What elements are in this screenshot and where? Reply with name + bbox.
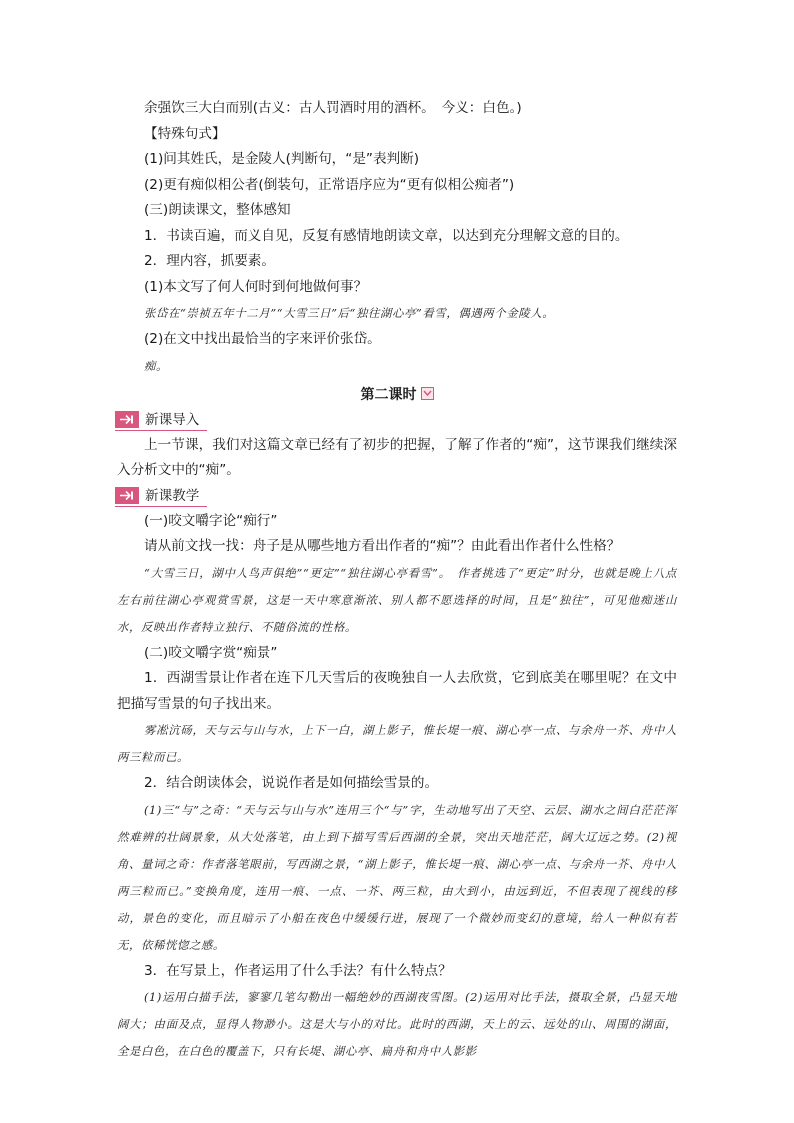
arrow-right-icon — [115, 487, 139, 504]
paragraph: 上一节课，我们对这篇文章已经有了初步的把握，了解了作者的“痴”，这节课我们继续深入分析文中的“痴”。 — [117, 436, 677, 478]
text-line: (1)本文写了何人何时到何地做何事？ — [144, 278, 368, 295]
text-line: 【特殊句式】 — [144, 125, 226, 142]
answer-text: 雾凇沆砀，天与云与山与水，上下一白，湖上影子，惟长堤一痕、湖心亭一点、与余舟一芥、舟中人两三粒而已。 — [117, 723, 677, 764]
text-line: 1．书读百遍，而义自见，反复有感情地朗读文章，以达到充分理解文意的目的。 — [144, 227, 629, 244]
answer-text: 张岱在“崇祯五年十二月”“大雪三日”后“独往湖心亭”看雪，偶遇两个金陵人。 — [144, 306, 555, 320]
text-line: 2．理内容，抓要素。 — [144, 253, 275, 269]
section-header-teaching — [115, 485, 677, 507]
text-line: (2)在文中找出最恰当的字来评价张岱。 — [144, 331, 381, 347]
question-text: 请从前文找一找：舟子是从哪些地方看出作者的“痴”？由此看出作者什么性格？ — [144, 538, 621, 554]
text-line: (2)更有痴似相公者(倒装句，正常语序应为“更有似相公痴者”) — [144, 176, 515, 193]
question-text: 1．西湖雪景让作者在连下几天雪后的夜晚独自一人去欣赏，它到底美在哪里呢？在文中把描写雪景的句子找出来。 — [117, 670, 677, 712]
arrow-right-icon — [115, 411, 139, 428]
lesson-title — [117, 382, 677, 408]
document-page — [117, 96, 677, 1065]
section-header-intro — [115, 409, 677, 431]
answer-text: 痴。 — [144, 358, 168, 373]
subheading: (一)咬文嚼字论“痴行” — [144, 512, 278, 529]
section-label: 新课导入 — [145, 411, 200, 428]
answer-text: “大雪三日，湖中人鸟声俱绝”“更定”“独往湖心亭看雪”。 作者挑选了“更定”时分，也就是晚上八点左右前往湖心亭观赏雪景，这是一天中寒意渐浓、别人都不愿选择的时间，且是“独往”，可见他痴迷山水，反映出作者特立独行、不随俗流的性格。 — [117, 565, 677, 634]
answer-text: (1)运用白描手法，寥寥几笔勾勒出一幅绝妙的西湖夜雪图。(2)运用对比手法，摄取全景，凸显天地阔大；由面及点，显得人物渺小。这是大与小的对比。此时的西湖，天上的云、远处的山、周围的湖面，全是白色，在白色的覆盖下，只有长堤、湖心亭、扁舟和舟中人影影 — [117, 990, 677, 1058]
text-line: (三)朗读课文，整体感知 — [144, 202, 291, 218]
text-line: 余强饮三大白而别(古义：古人罚酒时用的酒杯。 今义：白色。) — [144, 100, 522, 116]
subheading: (二)咬文嚼字赏“痴景” — [144, 644, 278, 661]
question-text: 2．结合朗读体会，说说作者是如何描绘雪景的。 — [144, 775, 439, 791]
chevron-down-icon — [421, 387, 434, 400]
section-label: 新课教学 — [145, 487, 200, 504]
answer-text: (1)三“与”之奇：“天与云与山与水”连用三个“与”字，生动地写出了天空、云层、湖水之间白茫茫浑然难辨的壮阔景象，从大处落笔，由上到下描写雪后西湖的全景，突出天地茫茫，阔大辽远之势。(2)视角、量词之奇：作者落笔眼前，写西湖之景，“湖上影子，惟长堤一痕、湖心亭一点、与余舟一芥、舟中人两三粒而已。”变换角度，连用一痕、一点、一芥、两三粒，由大到小，由远到近，不但表现了视线的移动，景色的变化，而且暗示了小船在夜色中缓缓行进，展现了一个微妙而变幻的意境，给人一种似有若无，依稀恍惚之感。 — [117, 802, 677, 952]
text-line: (1)问其姓氏，是金陵人(判断句，“是”表判断) — [144, 151, 420, 167]
question-text: 3．在写景上，作者运用了什么手法？有什么特点？ — [144, 962, 452, 979]
lesson-title-text: 第二课时 — [360, 386, 417, 403]
